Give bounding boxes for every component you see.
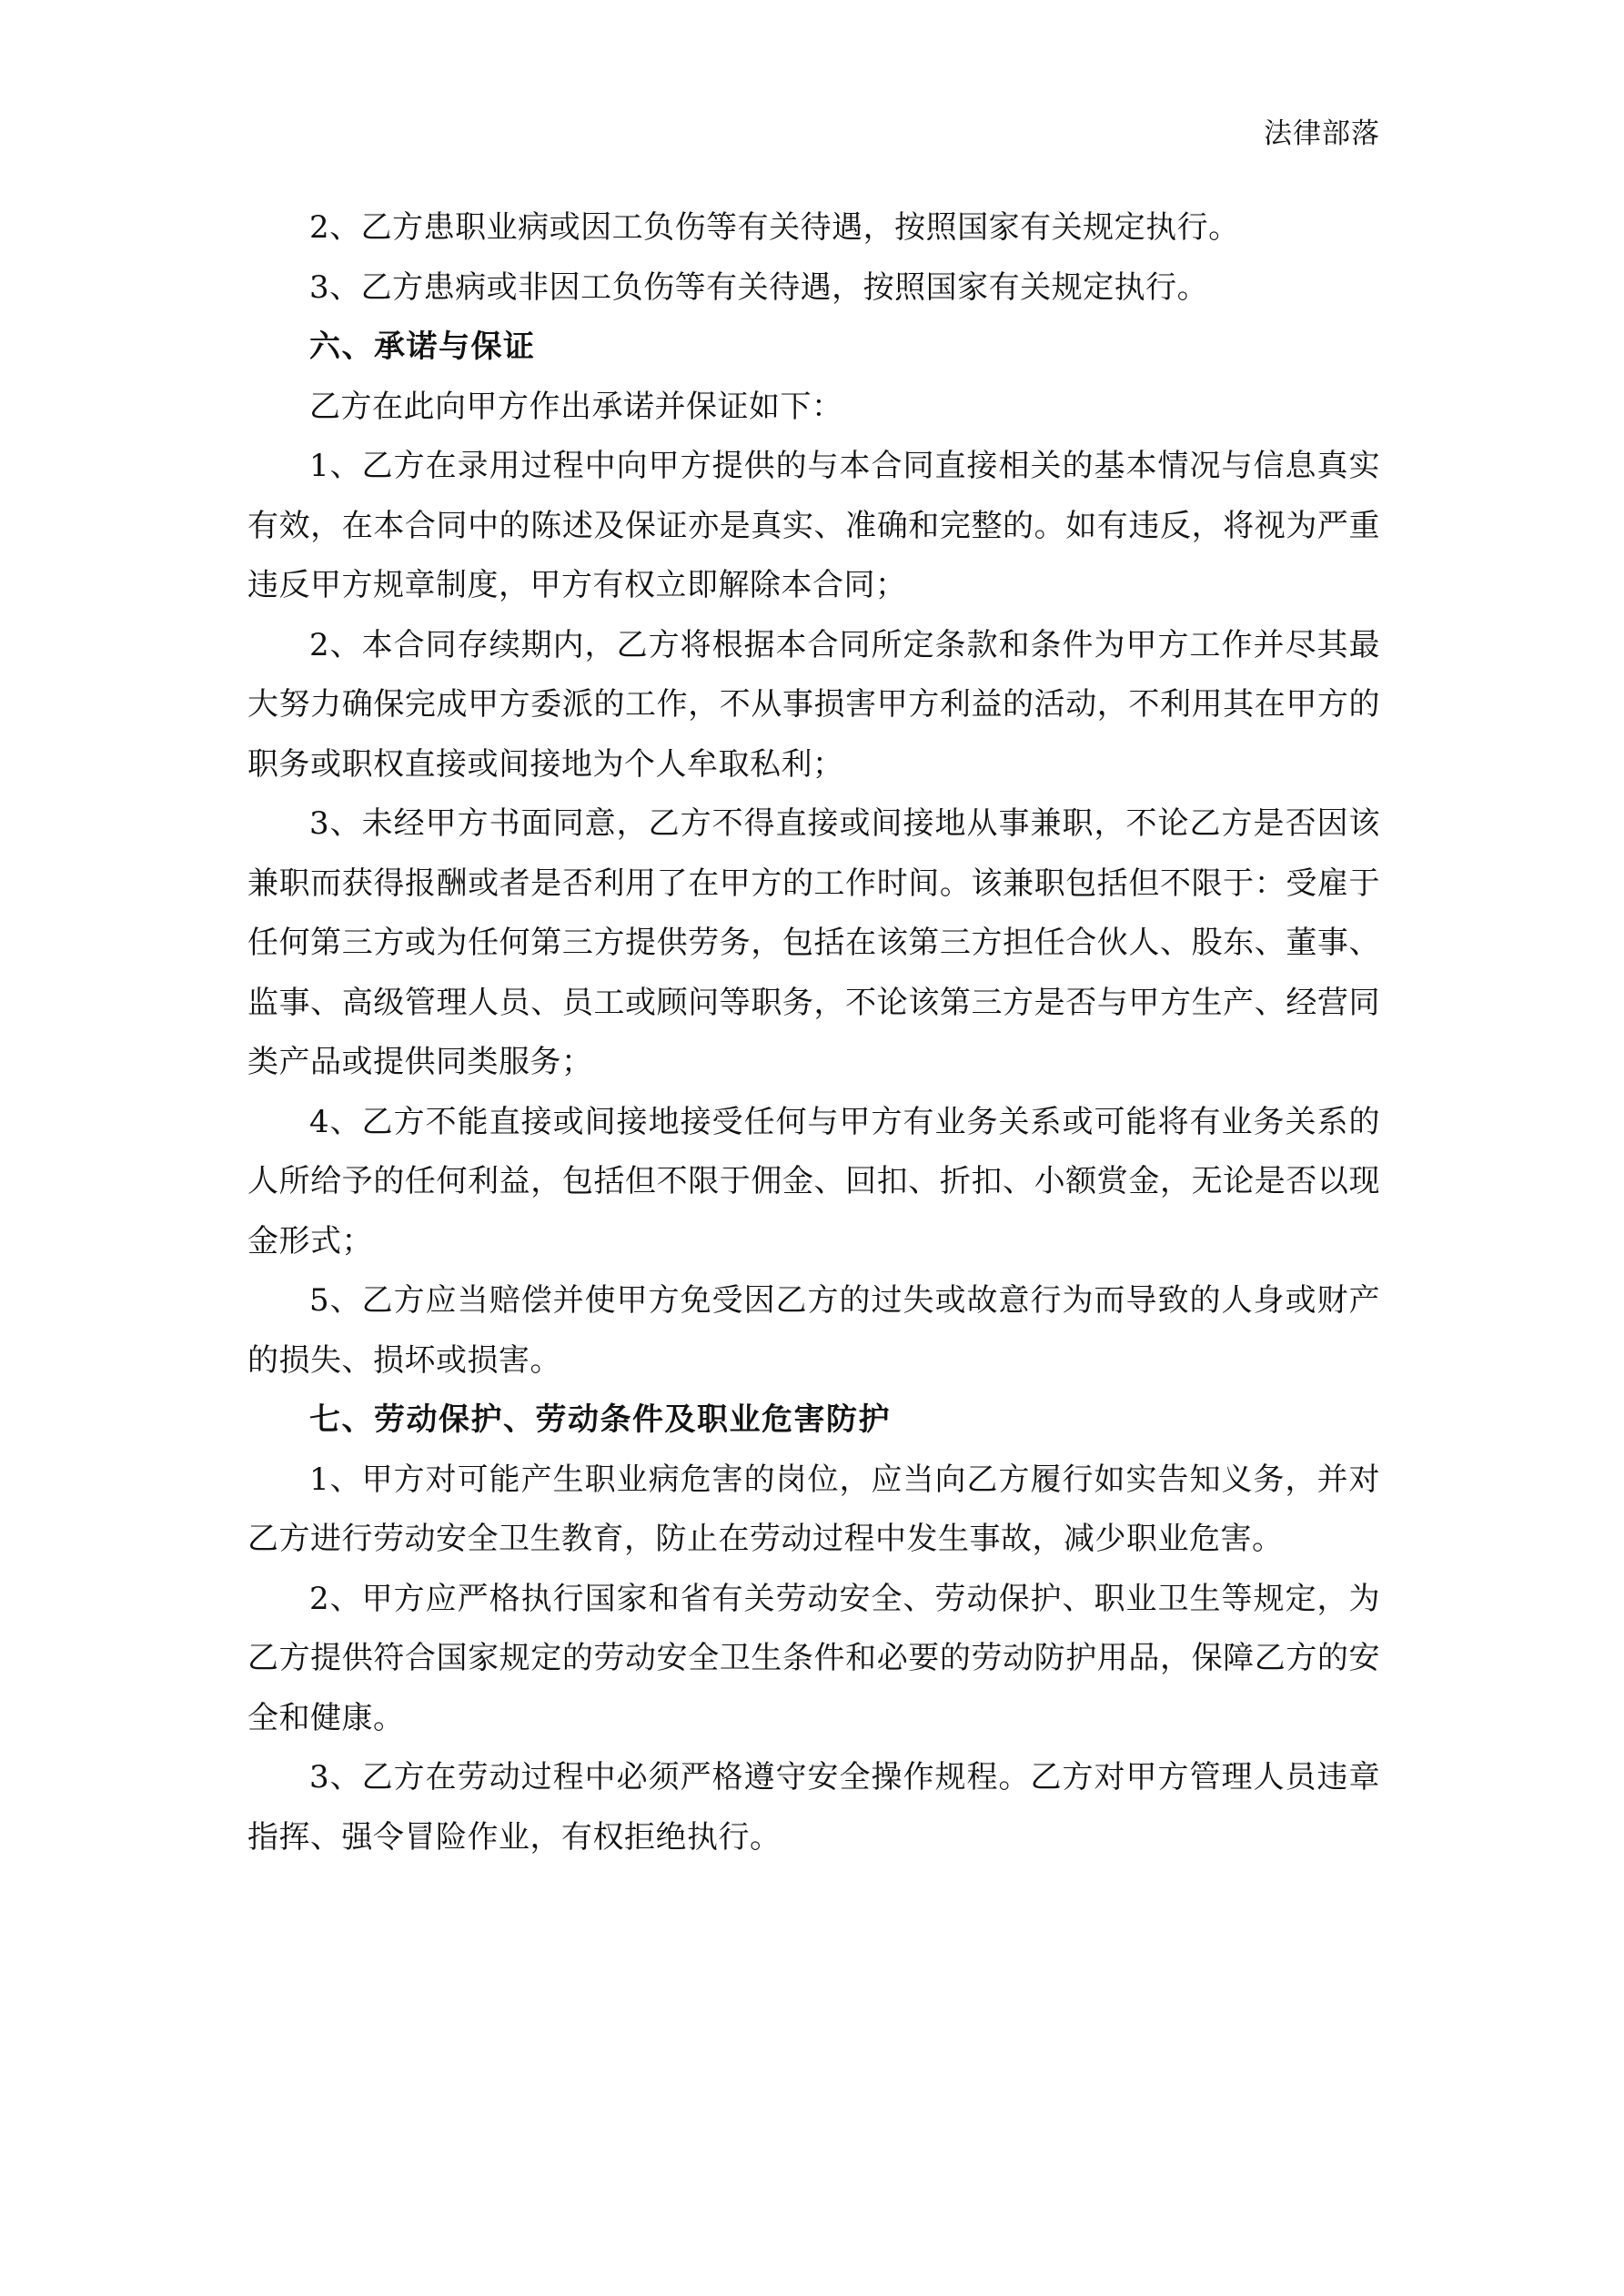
- paragraph-commitment-4: 4、乙方不能直接或间接地接受任何与甲方有业务关系或可能将有业务关系的人所给予的任何利益，包括但不限于佣金、回扣、折扣、小额赏金，无论是否以现金形式；: [247, 1103, 1380, 1259]
- paragraph-protection-2: 2、甲方应严格执行国家和省有关劳动安全、劳动保护、职业卫生等规定，为乙方提供符合国家规定的劳动安全卫生条件和必要的劳动防护用品，保障乙方的安全和健康。: [247, 1580, 1380, 1736]
- paragraph-commitment-2: 2、本合同存续期内，乙方将根据本合同所定条款和条件为甲方工作并尽其最大努力确保完成甲方委派的工作，不从事损害甲方利益的活动，不利用其在甲方的职务或职权直接或间接地为个人牟取私利；: [247, 626, 1380, 783]
- paragraph-protection-1: 1、甲方对可能产生职业病危害的岗位，应当向乙方履行如实告知义务，并对乙方进行劳动安全卫生教育，防止在劳动过程中发生事故，减少职业危害。: [247, 1461, 1380, 1557]
- header-site-name: 法律部落: [1264, 117, 1380, 150]
- paragraph-commitment-1: 1、乙方在录用过程中向甲方提供的与本合同直接相关的基本情况与信息真实有效，在本合同中的陈述及保证亦是真实、准确和完整的。如有违反，将视为严重违反甲方规章制度，甲方有权立即解除本合同；: [247, 448, 1380, 603]
- section-heading-labor-protection: 七、劳动保护、劳动条件及职业危害防护: [309, 1401, 891, 1438]
- document-body: [247, 198, 1380, 1867]
- section-heading-commitment: 六、承诺与保证: [309, 329, 536, 365]
- paragraph-commitment-intro: 乙方在此向甲方作出承诺并保证如下：: [309, 388, 843, 425]
- paragraph-benefit-occupational: 2、乙方患职业病或因工负伤等有关待遇，按照国家有关规定执行。: [309, 209, 1240, 246]
- paragraph-commitment-3: 3、未经甲方书面同意，乙方不得直接或间接地从事兼职，不论乙方是否因该兼职而获得报酬或者是否利用了在甲方的工作时间。该兼职包括但不限于：受雇于任何第三方或为任何第三方提供劳务，包括在该第三方担任合伙人、股东、董事、监事、高级管理人员、员工或顾问等职务，不论该第三方是否与甲方生产、经营同类产品或提供同类服务；: [247, 805, 1380, 1080]
- paragraph-commitment-5: 5、乙方应当赔偿并使甲方免受因乙方的过失或故意行为而导致的人身或财产的损失、损坏或损害。: [247, 1282, 1380, 1379]
- paragraph-protection-3: 3、乙方在劳动过程中必须严格遵守安全操作规程。乙方对甲方管理人员违章指挥、强令冒险作业，有权拒绝执行。: [247, 1759, 1380, 1856]
- paragraph-benefit-illness: 3、乙方患病或非因工负伤等有关待遇，按照国家有关规定执行。: [309, 268, 1209, 306]
